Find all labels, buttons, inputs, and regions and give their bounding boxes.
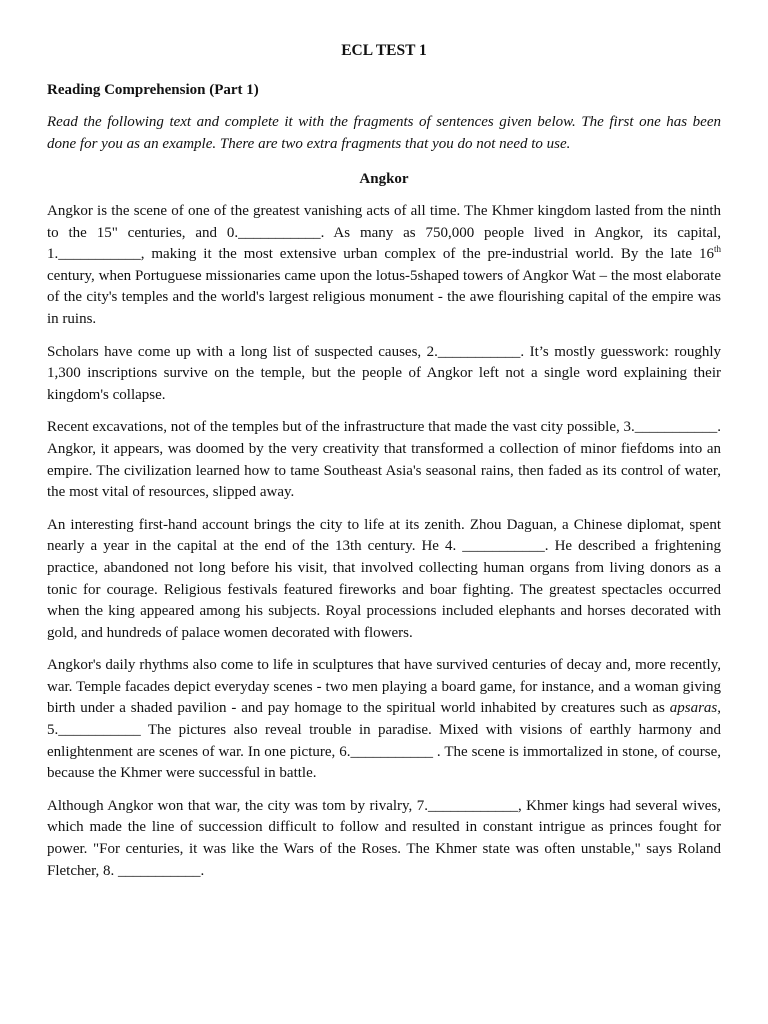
paragraph-5 (47, 655, 721, 785)
paragraph-6 (47, 796, 721, 882)
blank-7: ____________ (427, 797, 518, 814)
p1-text-a: Angkor is the scene of one of the greatest vanishing acts of all time. The Khmer kingdom lasted from the ninth to the 15" centuries, and 0. (47, 203, 721, 241)
p5-text-b: , 5. (47, 700, 721, 739)
p3-text-a: Recent excavations, not of the temples but of the infrastructure that made the vast city possible, 3. (47, 419, 635, 436)
blank-1: ___________ (58, 246, 141, 263)
document-title: ECL TEST 1 (341, 42, 427, 59)
blank-6: ___________ (350, 743, 433, 760)
blank-2: ___________ (437, 343, 521, 360)
p5-text-d: . The scene is immortalized in stone, of course, because the Khmer were successful in battle. (47, 743, 721, 782)
paragraph-4 (47, 515, 721, 645)
paragraph-1 (47, 201, 721, 331)
p3-text-c: . Angkor, it appears, was doomed by the very creativity that transformed a collection of minor fiefdoms into an empire. The civilization learned how to tame Southeast Asia's seasonal rains, then faded as its control of water, the most vital of resources, slipped away. (47, 419, 721, 501)
p4-text-c: . He described a frightening practice, abandoned not long before his visit, that involved collecting human organs from living donors as a tonic for courage. Religious festivals featured fireworks and boar fighting. The greatest spectacles occurred when the king appeared among his subjects. Royal processions included elephants and horses decorated with gold, and hundreds of palace women decorated with flowers. (47, 538, 721, 641)
blank-0: ___________ (238, 224, 321, 241)
section-title: Reading Comprehension (Part 1) (47, 82, 259, 98)
p4-text-a: An interesting first-hand account brings the city to life at its zenith. Zhou Daguan, a Chinese diplomat, spent nearly a year in the capital at the end of the 13th century. He 4. (47, 516, 721, 555)
p2-text-c: . It’s mostly guesswork: roughly 1,300 inscriptions survive on the temple, but the people of Angkor left not a single word explaining their kingdom's collapse. (47, 343, 722, 403)
p1-text-d: , making it the most extensive urban complex of the pre-industrial world. By the late 16 (140, 246, 714, 263)
paragraph-3 (47, 417, 721, 503)
p1-text-c: . As many as 750,000 people lived in Angkor, its capital, 1. (47, 224, 721, 263)
p6-text-a: Although Angkor won that war, the city was tom by rivalry, 7. (47, 797, 428, 814)
p6-text-c: , Khmer kings had several wives, which made the line of succession difficult to follow and resulted in constant intrigue as princes fought for power. "For centuries, it was like the Wars of the Roses. The Khmer state was often unstable," says Roland Fletcher, 8. (47, 797, 721, 879)
p1-text-e: century, when Portuguese missionaries came upon the lotus-5shaped towers of Angkor Wat – the most elaborate of the city's temples and the world's largest religious monument - the awe flourishing capital of the empire was in ruins. (47, 267, 721, 327)
p6-text-d: . (200, 862, 205, 879)
paragraph-2 (47, 342, 721, 407)
blank-4: ___________ (462, 538, 545, 555)
blank-3: ___________ (634, 419, 718, 436)
p5-emphasis: apsaras (669, 700, 718, 717)
p5-text-a: Angkor's daily rhythms also come to life in sculptures that have survived centuries of decay and, more recently, war. Temple facades depict everyday scenes - two men playing a board game, for instance, and a woman giving birth under a shaded pavilion - and pay homage to the spiritual world inhabited by creatures such as (47, 657, 721, 717)
p2-text-a: Scholars have come up with a long list of suspected causes, 2. (47, 343, 438, 360)
text-title: Angkor (359, 171, 409, 187)
p1-superscript: th (713, 244, 721, 255)
p5-text-c: The pictures also reveal trouble in paradise. Mixed with visions of earthly harmony and enlightenment are scenes of war. In one picture, 6. (47, 722, 721, 760)
blank-5: ___________ (58, 722, 141, 739)
blank-8: ___________ (118, 862, 201, 879)
instructions: Read the following text and complete it with the fragments of sentences given below. The first one has been done for you as an example. There are two extra fragments that you do not need to use. (47, 114, 721, 152)
